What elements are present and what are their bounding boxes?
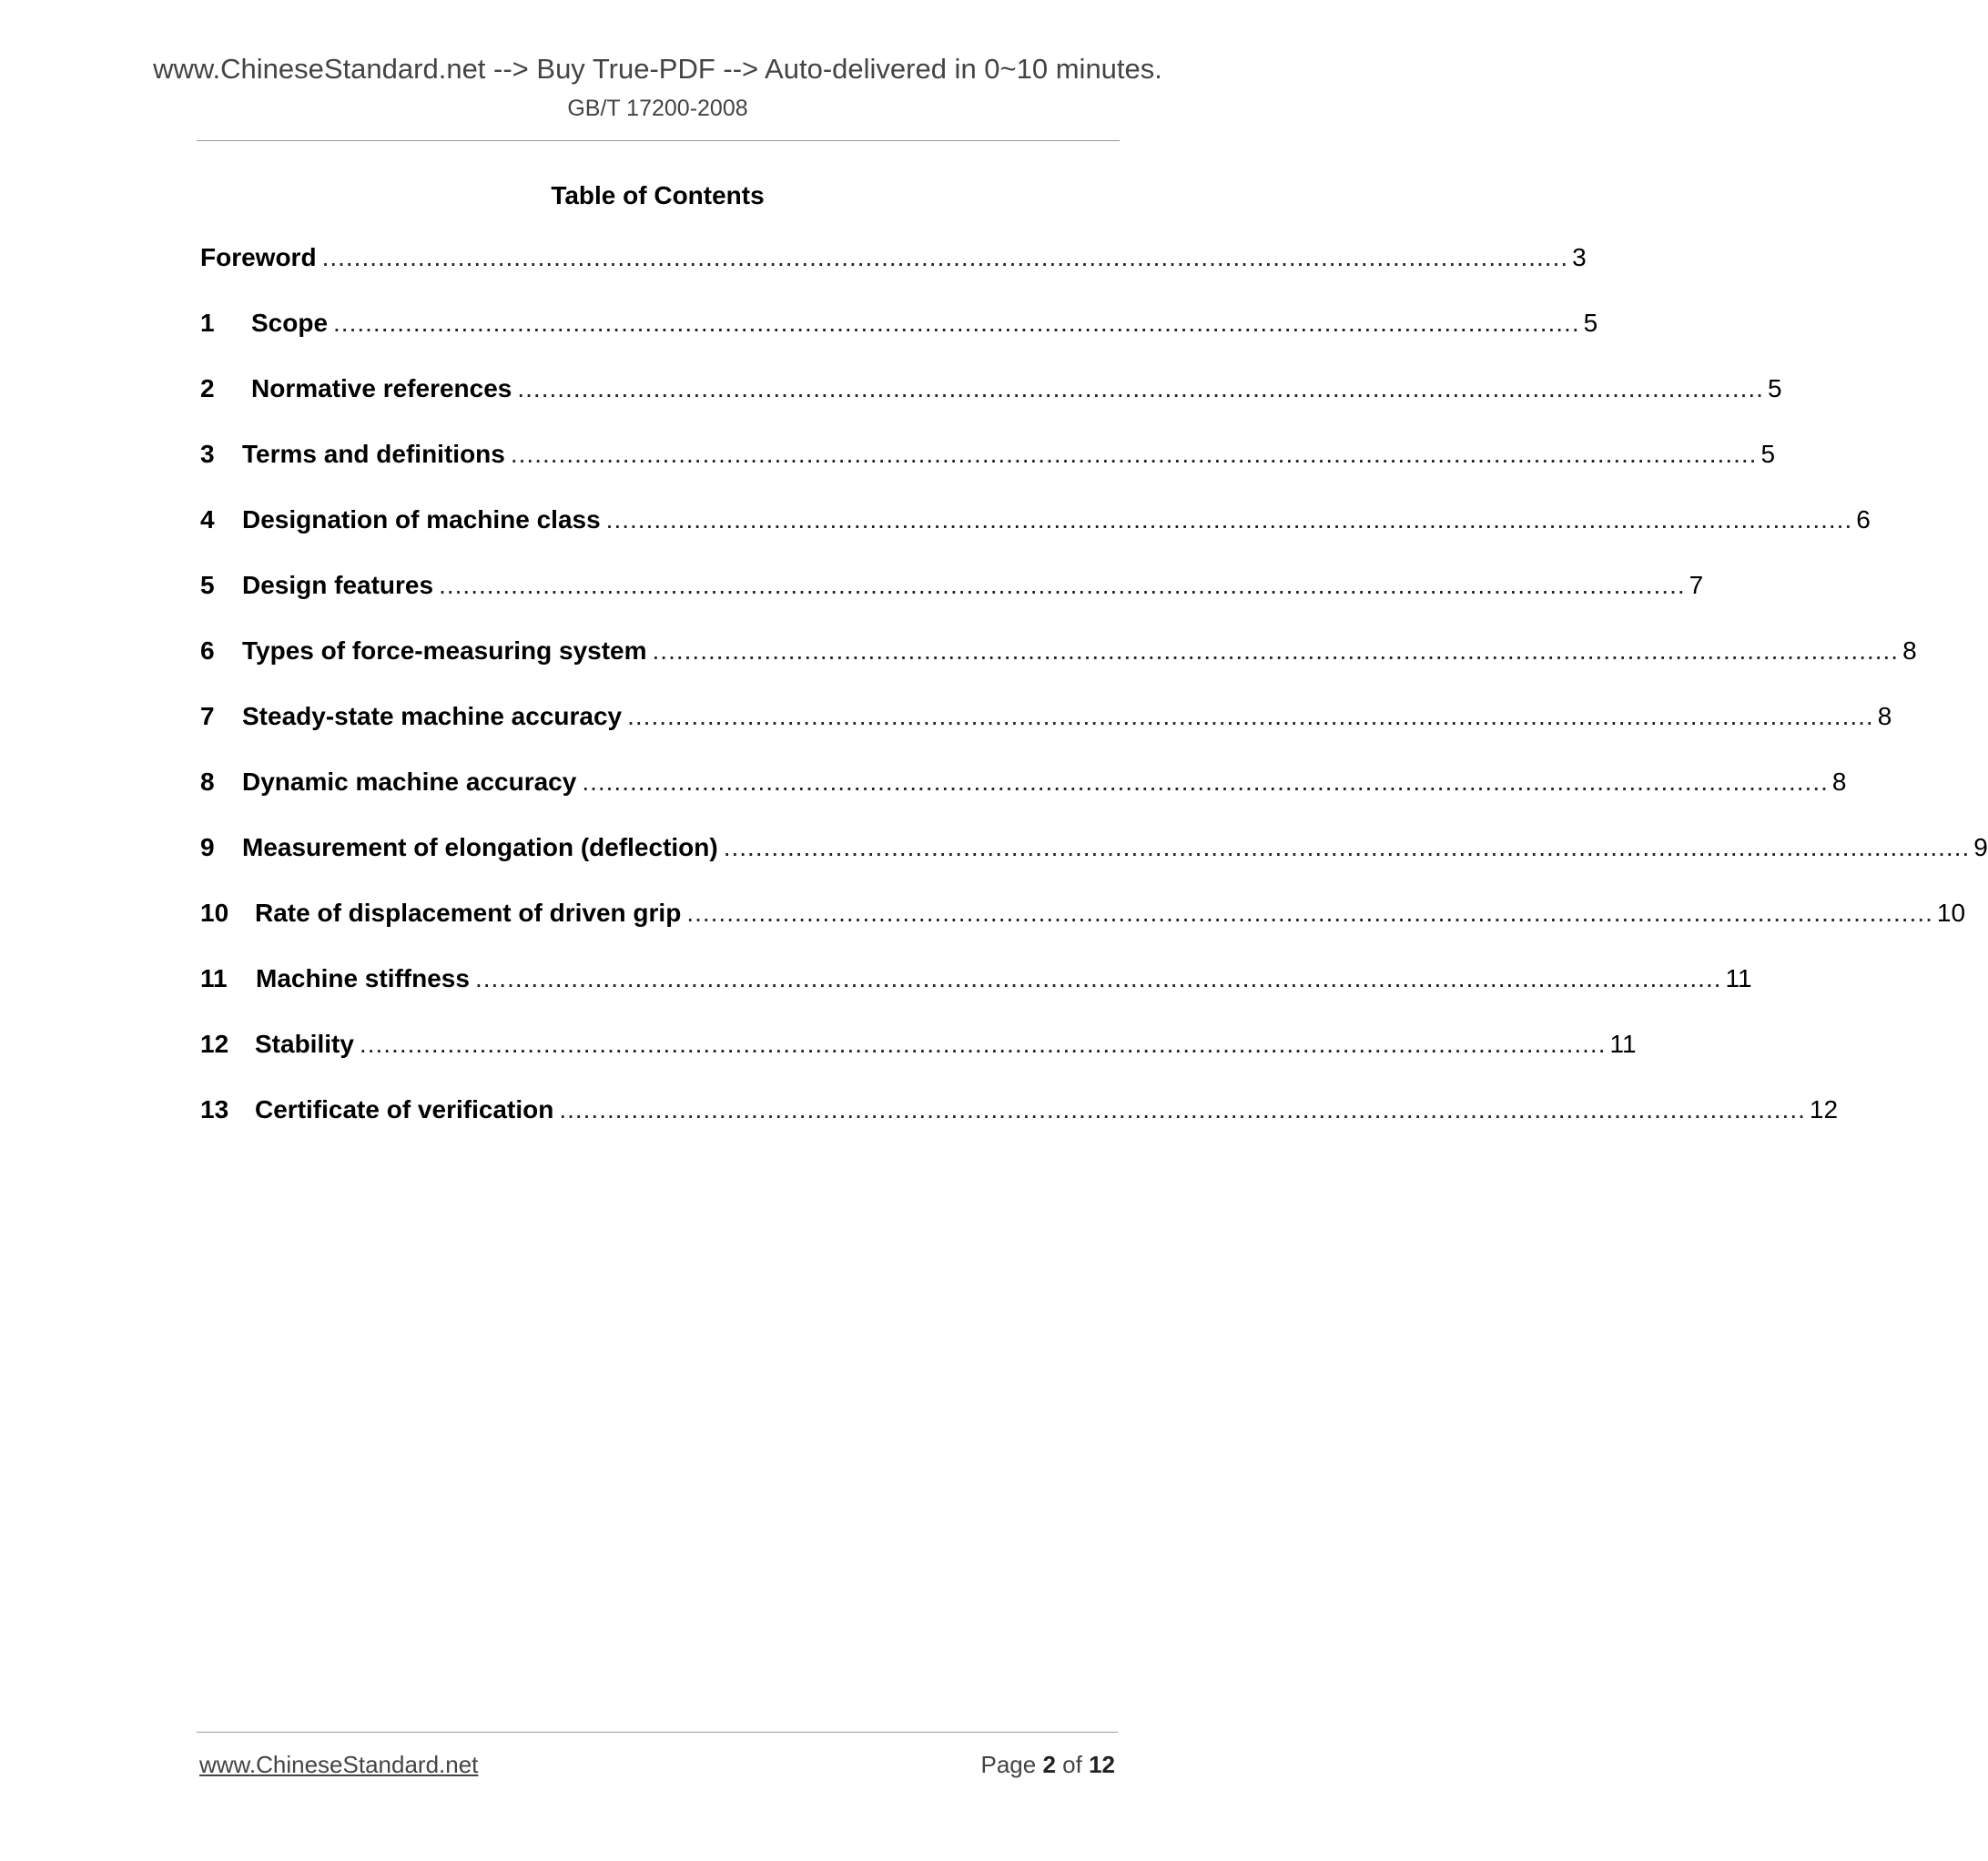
toc-entry-number: 9 (200, 833, 215, 861)
toc-entry-label: Rate of displacement of driven grip (255, 899, 682, 927)
toc-entry-number: 13 (200, 1095, 229, 1124)
toc-entry-design-features[interactable] (200, 570, 1704, 636)
site-banner: www.ChineseStandard.net --> Buy True-PDF --> Auto-delivered in 0~10 minutes. (153, 53, 1162, 85)
toc-entry-label: Scope (251, 309, 329, 337)
toc-leader-dots: ............................................................................................................................................................ (517, 374, 1764, 402)
toc-entry-label: Design features (242, 571, 434, 599)
toc-leader-dots: ............................................................................................................................................................ (359, 1030, 1607, 1058)
toc-entry-label: Measurement of elongation (deflection) (242, 833, 718, 861)
toc-entry-number: 4 (200, 505, 215, 534)
toc-entry-page: 5 (1767, 374, 1782, 402)
toc-entry-label: Steady-state machine accuracy (242, 702, 623, 730)
toc-entry-page: 9 (1973, 833, 1988, 861)
page-prefix: Page (980, 1751, 1037, 1778)
toc-leader-dots: ............................................................................................................................................................ (652, 636, 1900, 665)
toc-entry-force-measuring[interactable] (200, 636, 1917, 701)
current-page-number: 2 (1042, 1751, 1056, 1778)
toc-leader-dots: ............................................................................................................................................................ (321, 243, 1569, 271)
toc-entry-number: 8 (200, 768, 215, 796)
toc-entry-displacement-rate[interactable] (200, 898, 1966, 963)
page-separator: of (1062, 1751, 1082, 1778)
toc-entry-page: 12 (1809, 1095, 1839, 1124)
toc-leader-dots: ............................................................................................................................................................ (333, 309, 1580, 337)
toc-entry-number: 2 (200, 374, 215, 402)
toc-entry-label: Types of force-measuring system (242, 636, 647, 665)
toc-leader-dots: ............................................................................................................................................................ (582, 768, 1829, 796)
toc-entry-page: 6 (1856, 505, 1871, 534)
toc-entry-label: Stability (255, 1030, 354, 1058)
toc-leader-dots: ............................................................................................................................................................ (439, 571, 1686, 599)
toc-entry-steady-state[interactable] (200, 701, 1892, 767)
toc-title: Table of Contents (551, 181, 765, 209)
toc-entry-number: 1 (200, 309, 215, 337)
toc-entry-machine-stiffness[interactable] (200, 963, 1752, 1029)
toc-entry-dynamic-accuracy[interactable] (200, 767, 1847, 832)
toc-entry-page: 8 (1902, 636, 1917, 665)
toc-entry-number: 12 (200, 1030, 229, 1058)
toc-entry-label: Dynamic machine accuracy (242, 768, 577, 796)
toc-entry-label: Terms and definitions (242, 440, 505, 468)
toc-entry-page: 3 (1572, 243, 1587, 271)
toc-entry-machine-class[interactable] (200, 504, 1871, 570)
header-divider (197, 140, 1120, 141)
toc-entry-page: 5 (1760, 440, 1776, 468)
toc-entry-page: 5 (1583, 309, 1598, 337)
toc-leader-dots: ............................................................................................................................................................ (627, 702, 1874, 730)
toc-entry-number: 11 (200, 964, 228, 992)
toc-entry-label: Machine stiffness (256, 964, 470, 992)
toc-entry-label: Normative references (251, 374, 512, 402)
toc-leader-dots: ............................................................................................................................................................ (686, 899, 1933, 927)
toc-leader-dots: ............................................................................................................................................................ (474, 964, 1722, 992)
toc-entry-scope[interactable] (200, 308, 1598, 373)
footer-divider (197, 1732, 1118, 1733)
toc-entry-number: 7 (200, 702, 215, 730)
toc-list (200, 242, 1988, 1160)
total-pages-number: 12 (1089, 1751, 1115, 1778)
toc-entry-label: Foreword (200, 243, 317, 271)
toc-leader-dots: ............................................................................................................................................................ (559, 1095, 1806, 1124)
toc-entry-page: 8 (1831, 768, 1847, 796)
toc-entry-normative-references[interactable] (200, 373, 1782, 439)
toc-leader-dots: ............................................................................................................................................................ (510, 440, 1758, 468)
toc-leader-dots: ............................................................................................................................................................ (723, 833, 1971, 861)
toc-entry-certificate[interactable] (200, 1094, 1839, 1160)
toc-entry-page: 10 (1936, 899, 1966, 927)
toc-entry-page: 8 (1877, 702, 1892, 730)
toc-entry-number: 6 (200, 636, 215, 665)
toc-leader-dots: ............................................................................................................................................................ (605, 505, 1853, 534)
toc-entry-page: 7 (1689, 571, 1704, 599)
toc-entry-number: 5 (200, 571, 215, 599)
toc-entry-foreword[interactable] (200, 242, 1587, 308)
toc-entry-label: Designation of machine class (242, 505, 601, 534)
toc-entry-number: 10 (200, 899, 229, 927)
page-indicator (980, 1750, 1115, 1779)
footer-site-link[interactable]: www.ChineseStandard.net (199, 1751, 479, 1778)
toc-entry-page: 11 (1609, 1030, 1637, 1058)
toc-entry-stability[interactable] (200, 1029, 1637, 1094)
toc-entry-number: 3 (200, 440, 215, 468)
toc-entry-page: 11 (1725, 964, 1752, 992)
standard-code: GB/T 17200-2008 (567, 96, 748, 121)
toc-entry-label: Certificate of verification (255, 1095, 554, 1124)
toc-entry-terms-definitions[interactable] (200, 439, 1776, 504)
toc-entry-elongation[interactable] (200, 832, 1988, 898)
